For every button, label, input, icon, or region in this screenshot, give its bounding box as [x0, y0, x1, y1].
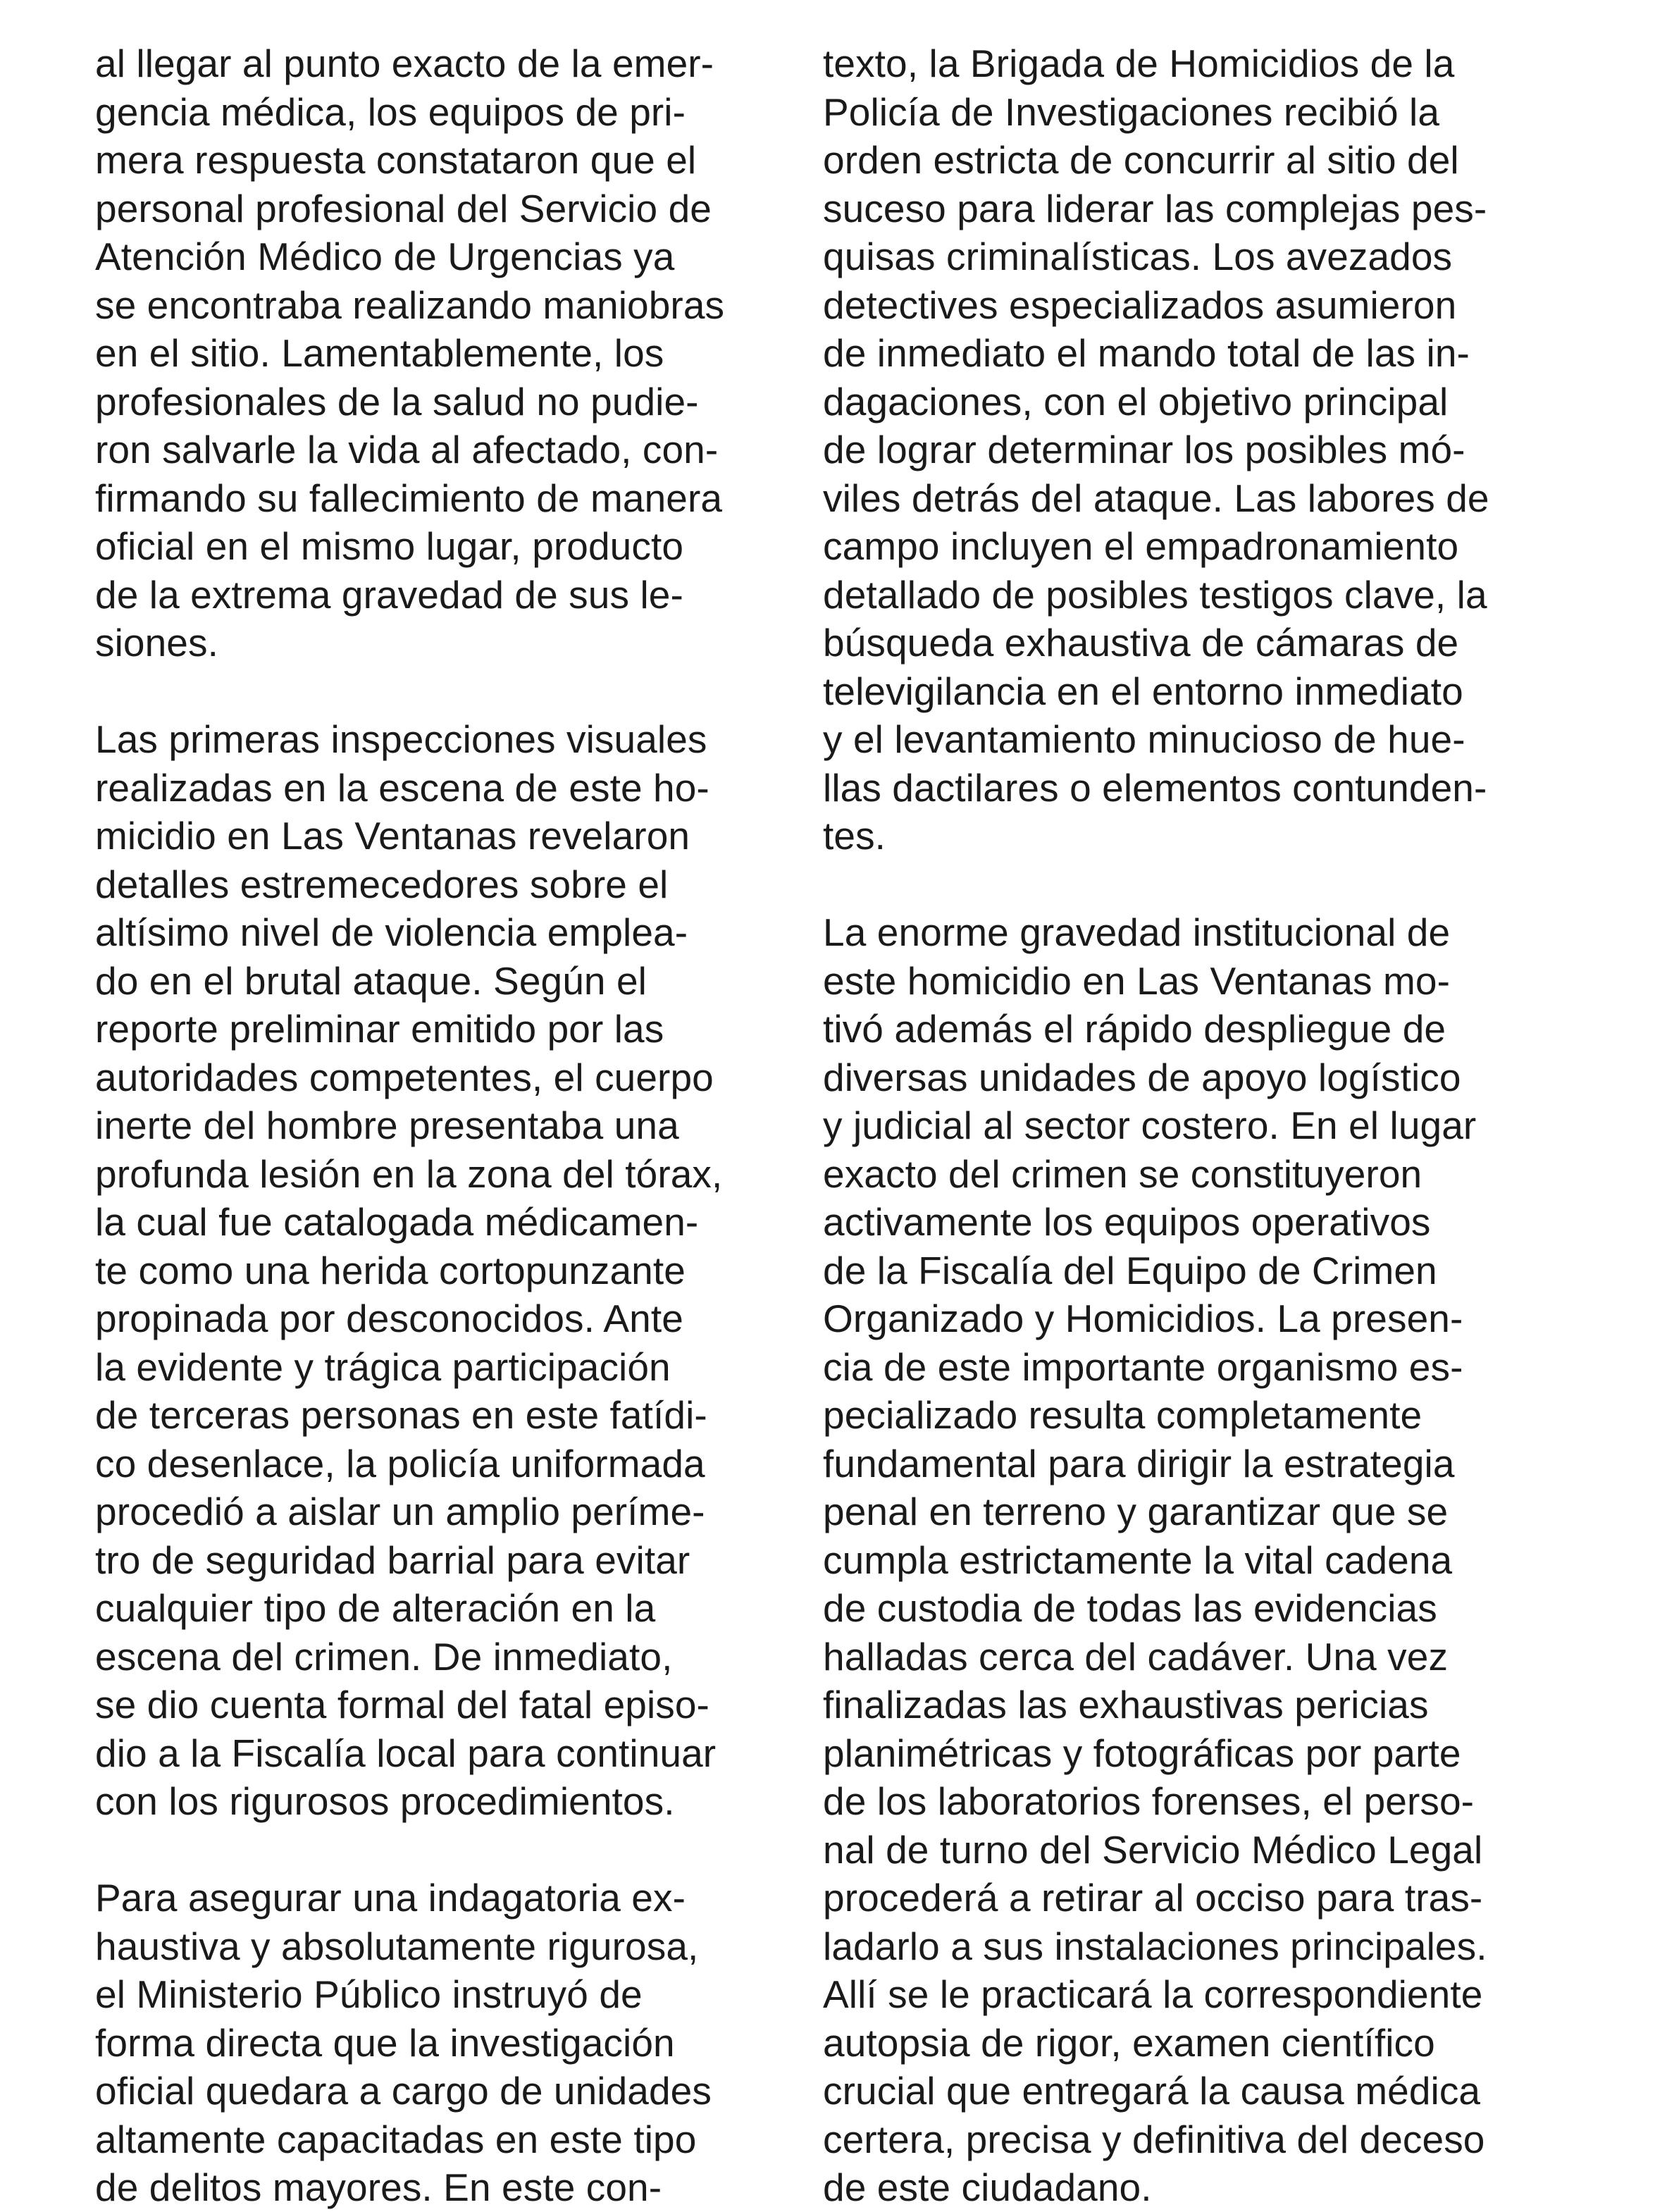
text-line: procedió a aislar un amplio períme- [95, 1490, 705, 1533]
text-line: búsqueda exhaustiva de cámaras de [823, 621, 1459, 665]
text-line: realizadas en la escena de este ho- [95, 765, 709, 810]
text-line: micidio en Las Ventanas revelaron [95, 814, 690, 858]
text-line: co desenlace, la policía uniformada [95, 1441, 705, 1485]
text-line: pecializado resulta completamente [823, 1393, 1422, 1437]
text-line: se dio cuenta formal del fatal episo- [95, 1683, 709, 1726]
text-line: ladarlo a sus instalaciones principales. [823, 1924, 1487, 1968]
text-line: con los rigurosos procedimientos. [95, 1779, 675, 1823]
text-line: Las primeras inspecciones visuales [95, 717, 707, 761]
text-line: texto, la Brigada de Homicidios de la [823, 42, 1455, 85]
text-line: haustiva y absolutamente rigurosa, [95, 1924, 699, 1968]
text-line: Atención Médico de Urgencias ya [95, 235, 675, 278]
text-line: Organizado y Homicidios. La presen- [823, 1297, 1463, 1340]
text-line: profunda lesión en la zona del tórax, [95, 1151, 723, 1196]
paragraph [95, 39, 800, 667]
text-line: La enorme gravedad institucional de [823, 910, 1451, 954]
text-line: activamente los equipos operativos [823, 1200, 1431, 1244]
text-line: en el sitio. Lamentablemente, los [95, 331, 664, 375]
text-line: altísimo nivel de violencia emplea- [95, 910, 688, 954]
text-line: profesionales de la salud no pudie- [95, 379, 699, 424]
text-line: crucial que entregará la causa médica [823, 2069, 1481, 2113]
text-line: cualquier tipo de alteración en la [95, 1586, 656, 1630]
text-line: nal de turno del Servicio Médico Legal [823, 1827, 1483, 1872]
text-line: el Ministerio Público instruyó de [95, 1972, 643, 2016]
text-line: forma directa que la investigación [95, 2020, 675, 2065]
text-line: detallado de posibles testigos clave, la [823, 572, 1487, 617]
text-line: propinada por desconocidos. Ante [95, 1297, 683, 1340]
text-line: dagaciones, con el objetivo principal [823, 379, 1449, 424]
text-line: Allí se le practicará la correspondiente [823, 1972, 1483, 2016]
text-line: cia de este importante organismo es- [823, 1345, 1463, 1389]
text-line: diversas unidades de apoyo logístico [823, 1055, 1461, 1099]
text-line: siones. [95, 621, 218, 665]
text-line: certera, precisa y definitiva del deceso [823, 2117, 1485, 2161]
left-column [95, 39, 800, 2212]
text-line: planimétricas y fotográficas por parte [823, 1731, 1461, 1775]
text-line: ron salvarle la vida al afectado, con- [95, 428, 719, 471]
text-line: de la extrema gravedad de sus le- [95, 572, 683, 617]
text-line: tro de seguridad barrial para evitar [95, 1538, 690, 1582]
text-line: detectives especializados asumieron [823, 283, 1457, 327]
text-line: halladas cerca del cadáver. Una vez [823, 1634, 1449, 1679]
text-line: de terceras personas en este fatídi- [95, 1393, 707, 1437]
paragraph [823, 908, 1527, 2212]
text-line: dio a la Fiscalía local para continuar [95, 1731, 717, 1775]
text-line: tivó además el rápido despliegue de [823, 1007, 1446, 1051]
text-line: autopsia de rigor, examen científico [823, 2020, 1435, 2065]
text-line: campo incluyen el empadronamiento [823, 524, 1459, 568]
text-line: te como una herida cortopunzante [95, 1248, 686, 1292]
text-line: tes. [823, 814, 886, 858]
text-line: de inmediato el mando total de las in- [823, 331, 1470, 375]
text-line: procederá a retirar al occiso para tras- [823, 1876, 1483, 1920]
text-line: viles detrás del ataque. Las labores de [823, 476, 1489, 520]
text-line: Policía de Investigaciones recibió la [823, 89, 1440, 134]
text-line: inerte del hombre presentaba una [95, 1104, 679, 1147]
text-line: do en el brutal ataque. Según el [95, 958, 647, 1003]
text-line: de los laboratorios forenses, el perso- [823, 1779, 1475, 1823]
text-line: mera respuesta constataron que el [95, 138, 697, 182]
text-line: autoridades competentes, el cuerpo [95, 1055, 714, 1099]
text-line: exacto del crimen se constituyeron [823, 1151, 1422, 1196]
text-line: llas dactilares o elementos contunden- [823, 765, 1487, 810]
text-line: de custodia de todas las evidencias [823, 1586, 1437, 1630]
text-line: gencia médica, los equipos de pri- [95, 89, 686, 134]
text-line: fundamental para dirigir la estrategia [823, 1441, 1455, 1485]
text-line: y el levantamiento minucioso de hue- [823, 717, 1465, 761]
text-line: quisas criminalísticas. Los avezados [823, 235, 1453, 278]
paragraph-gap [823, 860, 1527, 909]
text-line: la cual fue catalogada médicamen- [95, 1200, 699, 1244]
right-column [823, 39, 1527, 2212]
text-line: finalizadas las exhaustivas pericias [823, 1683, 1429, 1726]
text-line: se encontraba realizando maniobras [95, 283, 725, 327]
text-line: altamente capacitadas en este tipo [95, 2117, 697, 2161]
text-line: orden estricta de concurrir al sitio del [823, 138, 1459, 182]
text-line: de lograr determinar los posibles mó- [823, 428, 1465, 471]
paragraph-gap [95, 1826, 800, 1874]
text-line: penal en terreno y garantizar que se [823, 1490, 1449, 1533]
paragraph-gap [95, 667, 800, 716]
text-line: televigilancia en el entorno inmediato [823, 669, 1463, 713]
text-line: oficial quedara a cargo de unidades [95, 2069, 712, 2113]
text-line: la evidente y trágica participación [95, 1345, 671, 1389]
text-line: de delitos mayores. En este con- [95, 2165, 662, 2209]
text-line: al llegar al punto exacto de la emer- [95, 42, 714, 85]
text-line: suceso para liderar las complejas pes- [823, 186, 1487, 230]
text-line: de la Fiscalía del Equipo de Crimen [823, 1248, 1437, 1292]
text-line: detalles estremecedores sobre el [95, 862, 669, 906]
text-line: oficial en el mismo lugar, producto [95, 524, 684, 568]
paragraph [95, 1874, 800, 2212]
text-line: personal profesional del Servicio de [95, 186, 712, 230]
text-line: reporte preliminar emitido por las [95, 1007, 664, 1051]
text-line: y judicial al sector costero. En el lugar [823, 1104, 1477, 1147]
text-line: Para asegurar una indagatoria ex- [95, 1876, 686, 1920]
text-line: cumpla estrictamente la vital cadena [823, 1538, 1453, 1582]
text-line: firmando su fallecimiento de manera [95, 476, 723, 520]
paragraph [823, 39, 1527, 860]
text-line: de este ciudadano. [823, 2165, 1152, 2209]
paragraph [95, 715, 800, 1826]
text-line: este homicidio en Las Ventanas mo- [823, 958, 1451, 1003]
text-line: escena del crimen. De inmediato, [95, 1634, 673, 1679]
